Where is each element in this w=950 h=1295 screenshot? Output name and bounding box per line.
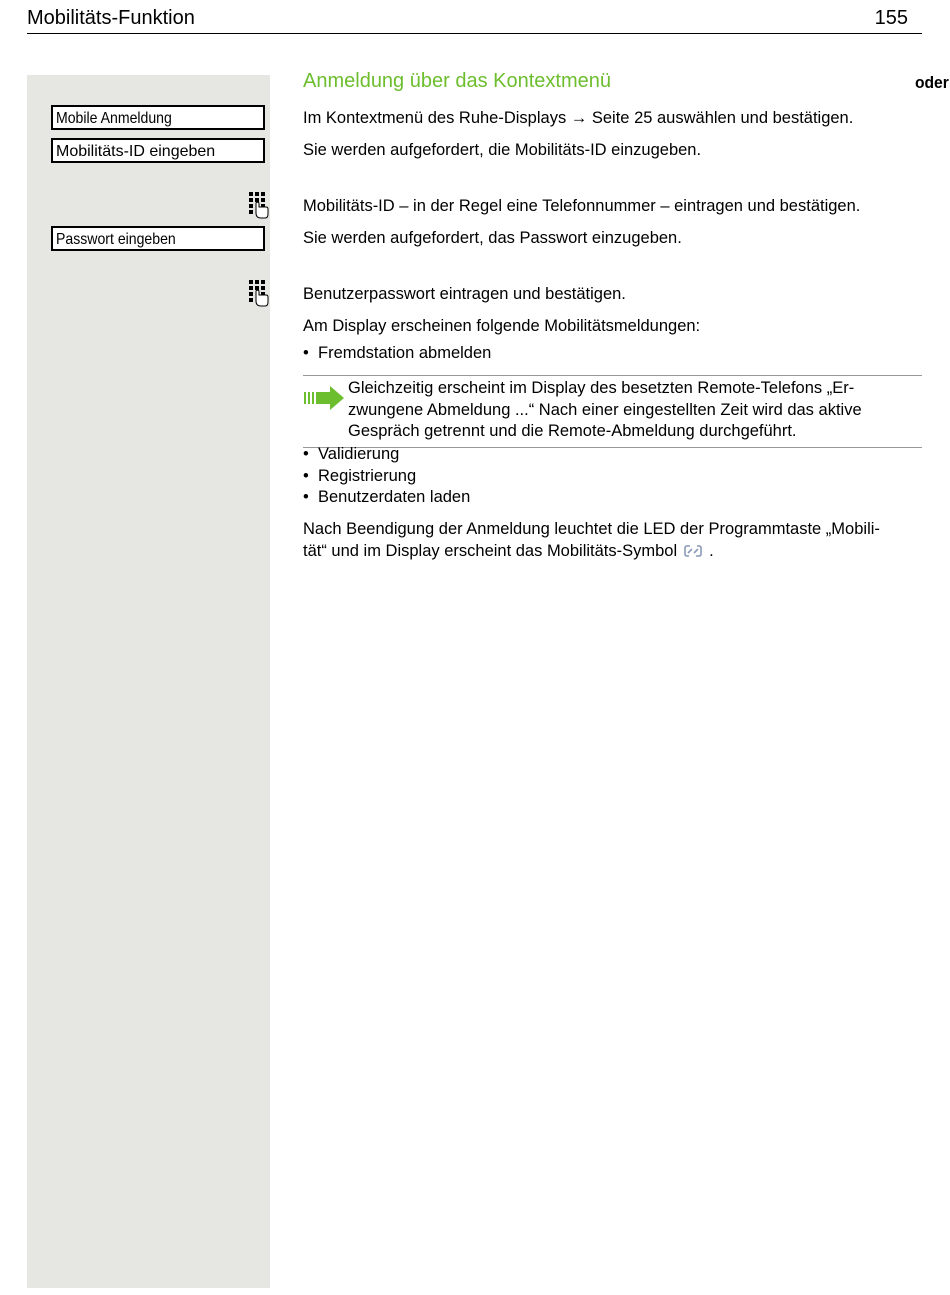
paragraph-6: Am Display erscheinen folgende Mobilitätsmeldungen:	[303, 317, 701, 335]
list-item-text: Fremdstation abmelden	[318, 344, 492, 362]
list-item-text: Benutzerdaten laden	[318, 488, 471, 506]
key-mobile-anmeldung[interactable]	[51, 105, 265, 130]
list-item: • Benutzerdaten laden	[303, 488, 471, 506]
page-title: Mobilitäts-Funktion	[27, 7, 195, 29]
page-header	[27, 6, 922, 34]
paragraph-1: Im Kontextmenü des Ruhe-Displays → Seite 25 auswählen und bestätigen.	[303, 109, 854, 127]
key-passwort-label: Passwort eingeben	[56, 231, 176, 248]
list-item-text: Registrierung	[318, 467, 417, 485]
note-text: Gleichzeitig erscheint im Display des besetzten Remote-Telefons „Erzwungene Abmeldung ...“ Nach einer eingestellten Zeit wird das aktive Gespräch getrennt und die Remote-Abmeldung durchgeführt.	[348, 379, 862, 440]
page-number: 155	[874, 7, 908, 29]
section-heading: Anmeldung über das Kontextmenü	[303, 70, 611, 92]
key-mobilitaets-id[interactable]	[51, 138, 265, 163]
list-item: • Validierung	[303, 445, 400, 463]
sidebar	[27, 75, 270, 1288]
list-item: • Registrierung	[303, 467, 417, 485]
oder-label: oder	[915, 73, 949, 92]
paragraph-7-line-1: Nach Beendigung der Anmeldung leuchtet die LED der Programmtaste „Mobili-	[303, 520, 880, 538]
list-item: • Fremdstation abmelden	[303, 344, 492, 362]
paragraph-2: Sie werden aufgefordert, die Mobilitäts-ID einzugeben.	[303, 141, 702, 159]
paragraph-3: Mobilitäts-ID – in der Regel eine Telefonnummer – eintragen und bestätigen.	[303, 197, 861, 215]
paragraph-7-end: .	[709, 542, 714, 560]
keypad-icon	[247, 279, 269, 307]
key-mobilitaets-id-label: Mobilitäts-ID eingeben	[56, 143, 216, 160]
key-mobile-anmeldung-label: Mobile Anmeldung	[56, 110, 172, 127]
paragraph-7-text: tät“ und im Display erscheint das Mobilitäts-Symbol	[303, 542, 678, 560]
list-item-text: Validierung	[318, 445, 400, 463]
note-arrow-icon	[303, 386, 345, 410]
mobility-symbol-icon	[683, 544, 703, 558]
paragraph-4: Sie werden aufgefordert, das Passwort einzugeben.	[303, 229, 682, 247]
paragraph-7-line-2	[303, 540, 714, 562]
note-box	[303, 375, 922, 448]
key-passwort[interactable]	[51, 226, 265, 251]
keypad-icon	[247, 191, 269, 219]
paragraph-5: Benutzerpasswort eintragen und bestätigen.	[303, 285, 626, 303]
